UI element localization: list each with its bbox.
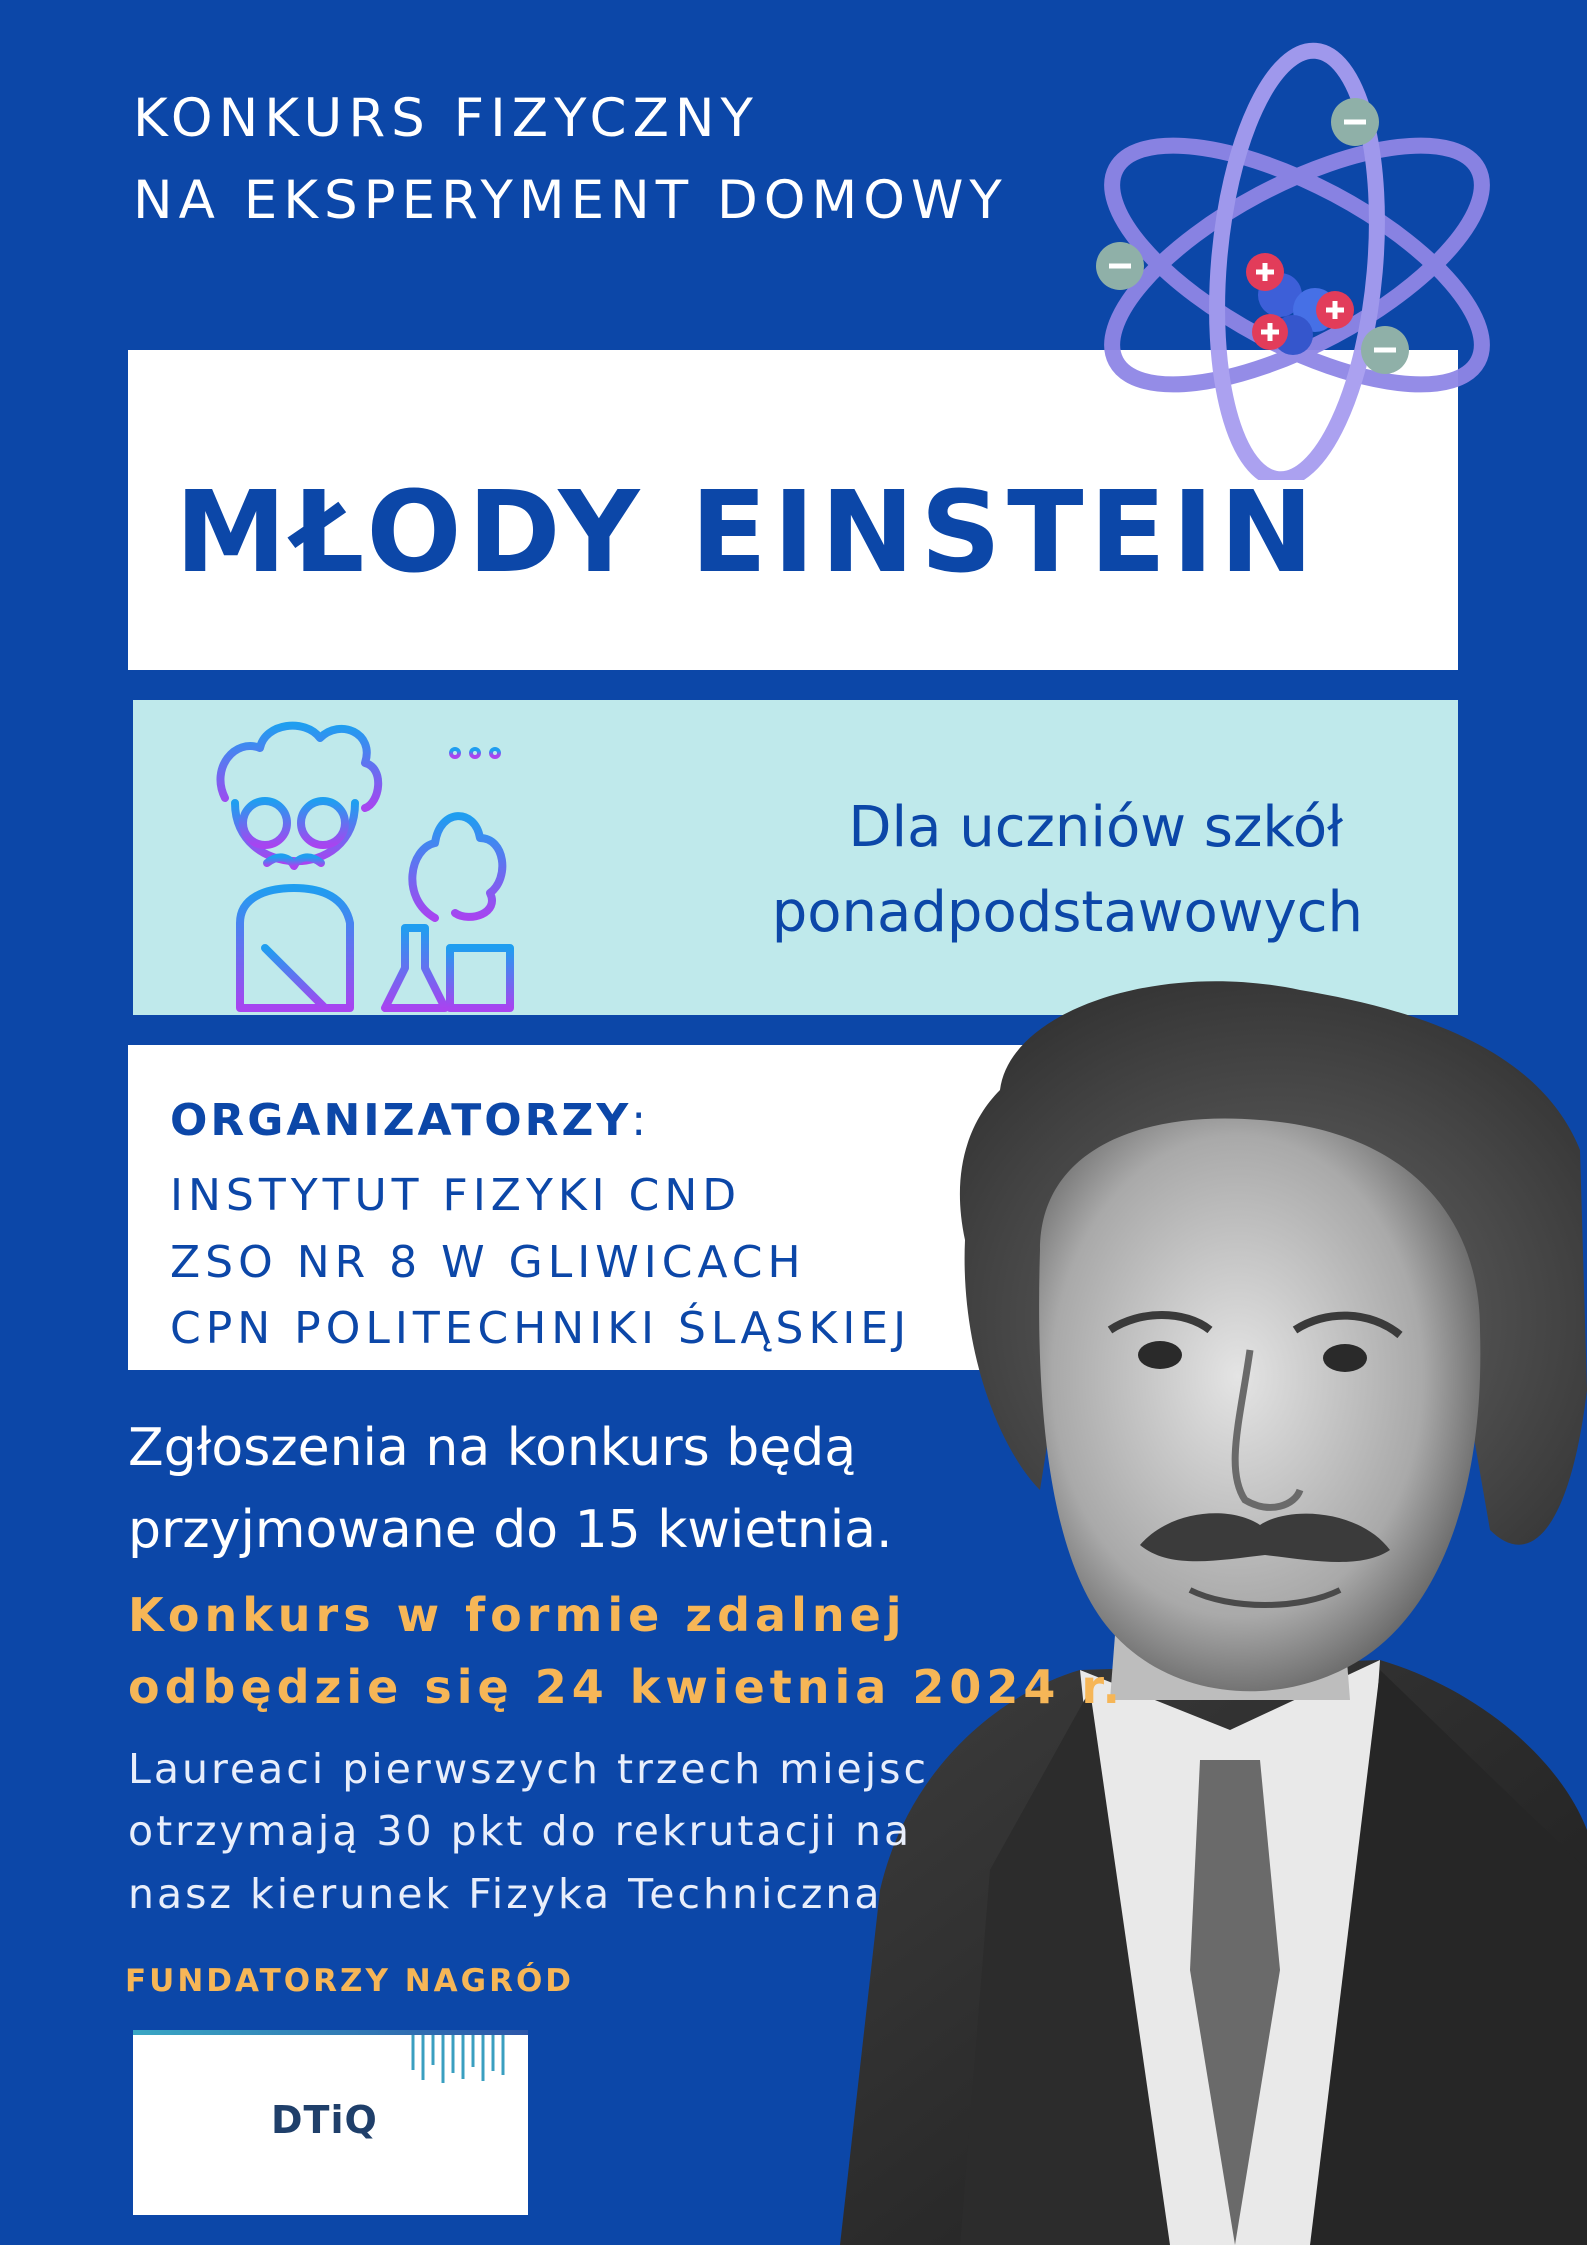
- organizer-item: INSTYTUT FIZYKI CND: [170, 1170, 742, 1221]
- scientist-icon: [205, 708, 525, 1013]
- einstein-portrait: [840, 970, 1587, 2245]
- contest-date-line-1: Konkurs w formie zdalnej: [128, 1588, 907, 1642]
- audience-box: [133, 700, 1458, 1015]
- audience-line-1: Dla uczniów szkół: [848, 795, 1343, 860]
- deadline-line-1: Zgłoszenia na konkurs będą: [128, 1418, 857, 1478]
- organizers-heading: [170, 1095, 649, 1146]
- header-line-2: NA EKSPERYMENT DOMOWY: [133, 170, 1008, 231]
- organizers-heading-text: ORGANIZATORZY: [170, 1095, 632, 1146]
- organizer-item: ZSO NR 8 W GLIWICACH: [170, 1237, 806, 1288]
- atom-icon: [1065, 40, 1530, 480]
- organizer-item: CPN POLITECHNIKI ŚLĄSKIEJ: [170, 1303, 912, 1354]
- contest-date-line-2: odbędzie się 24 kwietnia 2024 r.: [128, 1660, 1125, 1714]
- sponsor-bars-icon: [408, 2035, 508, 2085]
- laureates-line-1: Laureaci pierwszych trzech miejsc: [128, 1745, 930, 1793]
- laureates-line-2: otrzymają 30 pkt do rekrutacji na: [128, 1807, 913, 1855]
- organizers-heading-colon: :: [631, 1095, 650, 1146]
- sponsor-logo-box: [133, 2030, 528, 2215]
- sponsors-heading: FUNDATORZY NAGRÓD: [125, 1963, 575, 1999]
- header-line-1: KONKURS FIZYCZNY: [133, 88, 759, 149]
- sponsor-logo-text: DTiQ: [271, 2098, 378, 2142]
- deadline-line-2: przyjmowane do 15 kwietnia.: [128, 1500, 893, 1560]
- page-title: MŁODY EINSTEIN: [175, 468, 1320, 598]
- laureates-line-3: nasz kierunek Fizyka Techniczna: [128, 1870, 883, 1918]
- audience-line-2: ponadpodstawowych: [771, 880, 1363, 945]
